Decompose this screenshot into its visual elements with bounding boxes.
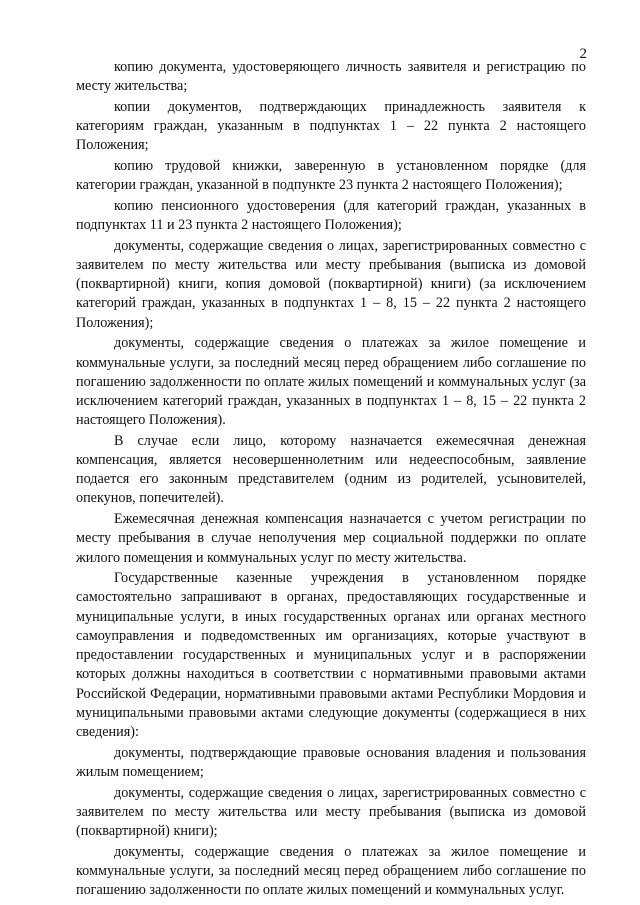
paragraph: документы, подтверждающие правовые основания владения и пользования жилым помещением; xyxy=(76,744,586,780)
paragraph: копию пенсионного удостоверения (для категорий граждан, указанных в подпунктах 11 и 23 пункта 2 настоящего Положения); xyxy=(76,197,586,234)
paragraph: документы, содержащие сведения о платежах за жилое помещение и коммунальные услуги, за последний месяц перед обращением либо соглашение по погашению задолженности по оплате жилых помещений и коммунальных услуг. xyxy=(76,843,586,899)
paragraph: документы, содержащие сведения о лицах, зарегистрированных совместно с заявителем по месту жительства или месту пребывания (выписка из домовой (поквартирной) книги, копия домовой (поквартирной) книги) (за исключением категорий граждан, указанных в подпунктах 1 – 8, 15 – 22 пункта 2 настоящего Положения); xyxy=(76,237,586,331)
paragraph: В случае если лицо, которому назначается ежемесячная денежная компенсация, является несовершеннолетним или недееспособным, заявление подается его законным представителем (одним из родителей, усыновителей, опекунов, попечителей). xyxy=(76,432,586,507)
paragraph: Государственные казенные учреждения в установленном порядке самостоятельно запрашивают в органах, предоставляющих государственные и муниципальные услуги, в иных государственных органах или органах местного самоуправления и подведомственных им организациях, которые участвуют в предоставлении государственных и муниципальных услуг и в распоряжении которых должны находиться в соответствии с нормативными правовыми актами Российской Федерации, нормативными правовыми актами Республики Мордовия и муниципальными правовыми актами следующие документы (содержащиеся в них сведения): xyxy=(76,570,586,740)
paragraph: копии документов, подтверждающих принадлежность заявителя к категориям граждан, указанным в подпунктах 1 – 22 пункта 2 настоящего Положения; xyxy=(76,98,586,154)
page-number: 2 xyxy=(579,46,587,62)
document-body xyxy=(76,58,586,902)
paragraph: Ежемесячная денежная компенсация назначается с учетом регистрации по месту пребывания в случае неполучения мер социальной поддержки по оплате жилого помещения и коммунальных услуг по месту жительства. xyxy=(76,511,586,566)
paragraph: документы, содержащие сведения о лицах, зарегистрированных совместно с заявителем по месту жительства или месту пребывания (выписка из домовой (поквартирной) книги); xyxy=(76,784,586,839)
paragraph: копию документа, удостоверяющего личность заявителя и регистрацию по месту жительства; xyxy=(76,59,586,95)
paragraph: копию трудовой книжки, заверенную в установленном порядке (для категории граждан, указанной в подпункте 23 пункта 2 настоящего Положения); xyxy=(76,158,586,194)
paragraph: документы, содержащие сведения о платежах за жилое помещение и коммунальные услуги, за последний месяц перед обращением либо соглашение по погашению задолженности по оплате жилых помещений и коммунальных услуг (за исключением категорий граждан, указанных в подпунктах 1 – 8, 15 – 22 пункта 2 настоящего Положения). xyxy=(76,335,586,429)
